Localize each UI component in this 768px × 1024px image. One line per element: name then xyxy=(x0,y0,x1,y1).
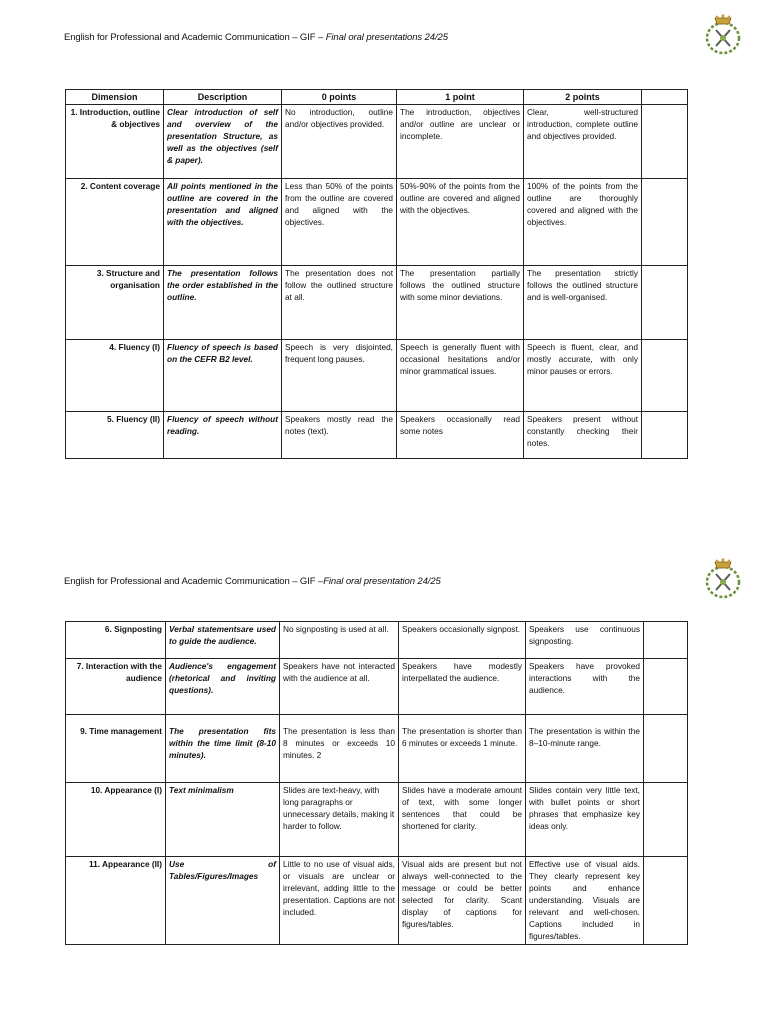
points-0-cell: Speakers have not interacted with the audience at all. xyxy=(280,659,399,715)
description-cell: Fluency of speech without reading. xyxy=(164,412,282,459)
page-header-1 xyxy=(64,32,448,43)
points-0-cell: Little to no use of visual aids, or visuals are unclear or irrelevant, adding little to the presentation. Captions are not included. xyxy=(280,857,399,945)
table-row xyxy=(66,340,688,412)
table-row xyxy=(66,783,688,857)
score-cell xyxy=(644,622,688,659)
university-crest-logo xyxy=(703,554,743,600)
points-0-cell: No introduction, outline and/or objectives provided. xyxy=(282,105,397,179)
col-header-1-point: 1 point xyxy=(397,90,524,105)
dimension-cell: 9. Time management xyxy=(66,715,166,783)
points-1-cell: 50%-90% of the points from the outline are covered and aligned with the objectives. xyxy=(397,179,524,266)
table-row xyxy=(66,715,688,783)
dimension-cell: 7. Interaction with the audience xyxy=(66,659,166,715)
points-2-cell: Speech is fluent, clear, and mostly accurate, with only minor pauses or errors. xyxy=(524,340,642,412)
score-cell xyxy=(644,715,688,783)
dimension-cell: 3. Structure and organisation xyxy=(66,266,164,340)
table-row xyxy=(66,105,688,179)
description-cell: Clear introduction of self and overview of the presentation Structure, as well as the objectives (self & paper). xyxy=(164,105,282,179)
col-header-2-points: 2 points xyxy=(524,90,642,105)
rubric-table-1 xyxy=(65,89,688,459)
score-cell xyxy=(642,105,688,179)
table-row xyxy=(66,659,688,715)
points-0-cell: No signposting is used at all. xyxy=(280,622,399,659)
points-1-cell: Slides have a moderate amount of text, with some longer sentences that could be shortened for clarity. xyxy=(399,783,526,857)
score-cell xyxy=(644,659,688,715)
points-0-cell: Slides are text-heavy, with long paragraphs or unnecessary details, making it harder to follow. xyxy=(280,783,399,857)
description-cell: The presentation fits within the time limit (8-10 minutes). xyxy=(166,715,280,783)
points-1-cell: Speakers occasionally read some notes xyxy=(397,412,524,459)
points-1-cell: Speakers occasionally signpost. xyxy=(399,622,526,659)
points-2-cell: The presentation strictly follows the outlined structure and is well-organised. xyxy=(524,266,642,340)
university-crest-logo xyxy=(703,10,743,56)
presentation-title: Final oral presentations 24/25 xyxy=(325,32,448,43)
points-1-cell: Speech is generally fluent with occasional hesitations and/or minor grammatical issues. xyxy=(397,340,524,412)
dimension-cell: 11. Appearance (II) xyxy=(66,857,166,945)
points-0-cell: The presentation is less than 8 minutes or exceeds 10 minutes. 2 xyxy=(280,715,399,783)
col-header-description: Description xyxy=(164,90,282,105)
page-header-2 xyxy=(64,576,441,587)
score-cell xyxy=(642,340,688,412)
table-header-row xyxy=(66,90,688,105)
points-2-cell: The presentation is within the 8–10-minute range. xyxy=(526,715,644,783)
rubric-table-2 xyxy=(65,621,688,945)
dimension-cell: 4. Fluency (I) xyxy=(66,340,164,412)
points-0-cell: Speech is very disjointed, frequent long pauses. xyxy=(282,340,397,412)
description-cell: All points mentioned in the outline are covered in the presentation and aligned with the objectives. xyxy=(164,179,282,266)
table-row xyxy=(66,266,688,340)
dimension-cell: 5. Fluency (II) xyxy=(66,412,164,459)
points-2-cell: Slides contain very little text, with bullet points or short phrases that emphasize key ideas only. xyxy=(526,783,644,857)
col-header-score xyxy=(642,90,688,105)
score-cell xyxy=(644,857,688,945)
course-name: English for Professional and Academic Communication – GIF – xyxy=(64,32,326,43)
dimension-cell: 10. Appearance (I) xyxy=(66,783,166,857)
table-row xyxy=(66,412,688,459)
dimension-cell: 2. Content coverage xyxy=(66,179,164,266)
points-2-cell: Effective use of visual aids. They clearly represent key points and enhance understanding. Visuals are relevant and well-chosen. Captions included in figures/tables. xyxy=(526,857,644,945)
col-header-0-points: 0 points xyxy=(282,90,397,105)
score-cell xyxy=(642,412,688,459)
dimension-cell: 6. Signposting xyxy=(66,622,166,659)
table-row xyxy=(66,857,688,945)
description-cell: Audience's engagement (rhetorical and inviting questions). xyxy=(166,659,280,715)
points-0-cell: The presentation does not follow the outlined structure at all. xyxy=(282,266,397,340)
col-header-dimension: Dimension xyxy=(66,90,164,105)
table-row xyxy=(66,179,688,266)
score-cell xyxy=(642,266,688,340)
points-1-cell: The presentation is shorter than 6 minutes or exceeds 1 minute. xyxy=(399,715,526,783)
points-1-cell: The introduction, objectives and/or outline are unclear or incomplete. xyxy=(397,105,524,179)
points-2-cell: 100% of the points from the outline are thoroughly covered and aligned with the objectives. xyxy=(524,179,642,266)
description-cell: Use of Tables/Figures/Images xyxy=(166,857,280,945)
points-0-cell: Speakers mostly read the notes (text). xyxy=(282,412,397,459)
points-2-cell: Speakers have provoked interactions with the audience. xyxy=(526,659,644,715)
table-row xyxy=(66,622,688,659)
description-cell: Fluency of speech is based on the CEFR B2 level. xyxy=(164,340,282,412)
dimension-cell: 1. Introduction, outline & objectives xyxy=(66,105,164,179)
points-2-cell: Clear, well-structured introduction, complete outline and objectives provided. xyxy=(524,105,642,179)
points-2-cell: Speakers present without constantly checking their notes. xyxy=(524,412,642,459)
description-cell: Text minimalism xyxy=(166,783,280,857)
description-cell: Verbal statementsare used to guide the audience. xyxy=(166,622,280,659)
score-cell xyxy=(644,783,688,857)
course-name: English for Professional and Academic Communication – GIF – xyxy=(64,576,324,587)
points-0-cell: Less than 50% of the points from the outline are covered and aligned with the objectives. xyxy=(282,179,397,266)
description-cell: The presentation follows the order established in the outline. xyxy=(164,266,282,340)
score-cell xyxy=(642,179,688,266)
points-1-cell: Speakers have modestly interpellated the audience. xyxy=(399,659,526,715)
points-1-cell: Visual aids are present but not always well-connected to the message or could be better selected for clarity. Scant display of captions for figures/tables. xyxy=(399,857,526,945)
points-1-cell: The presentation partially follows the outlined structure with some minor deviations. xyxy=(397,266,524,340)
points-2-cell: Speakers use continuous signposting. xyxy=(526,622,644,659)
presentation-title: Final oral presentation 24/25 xyxy=(323,576,441,587)
